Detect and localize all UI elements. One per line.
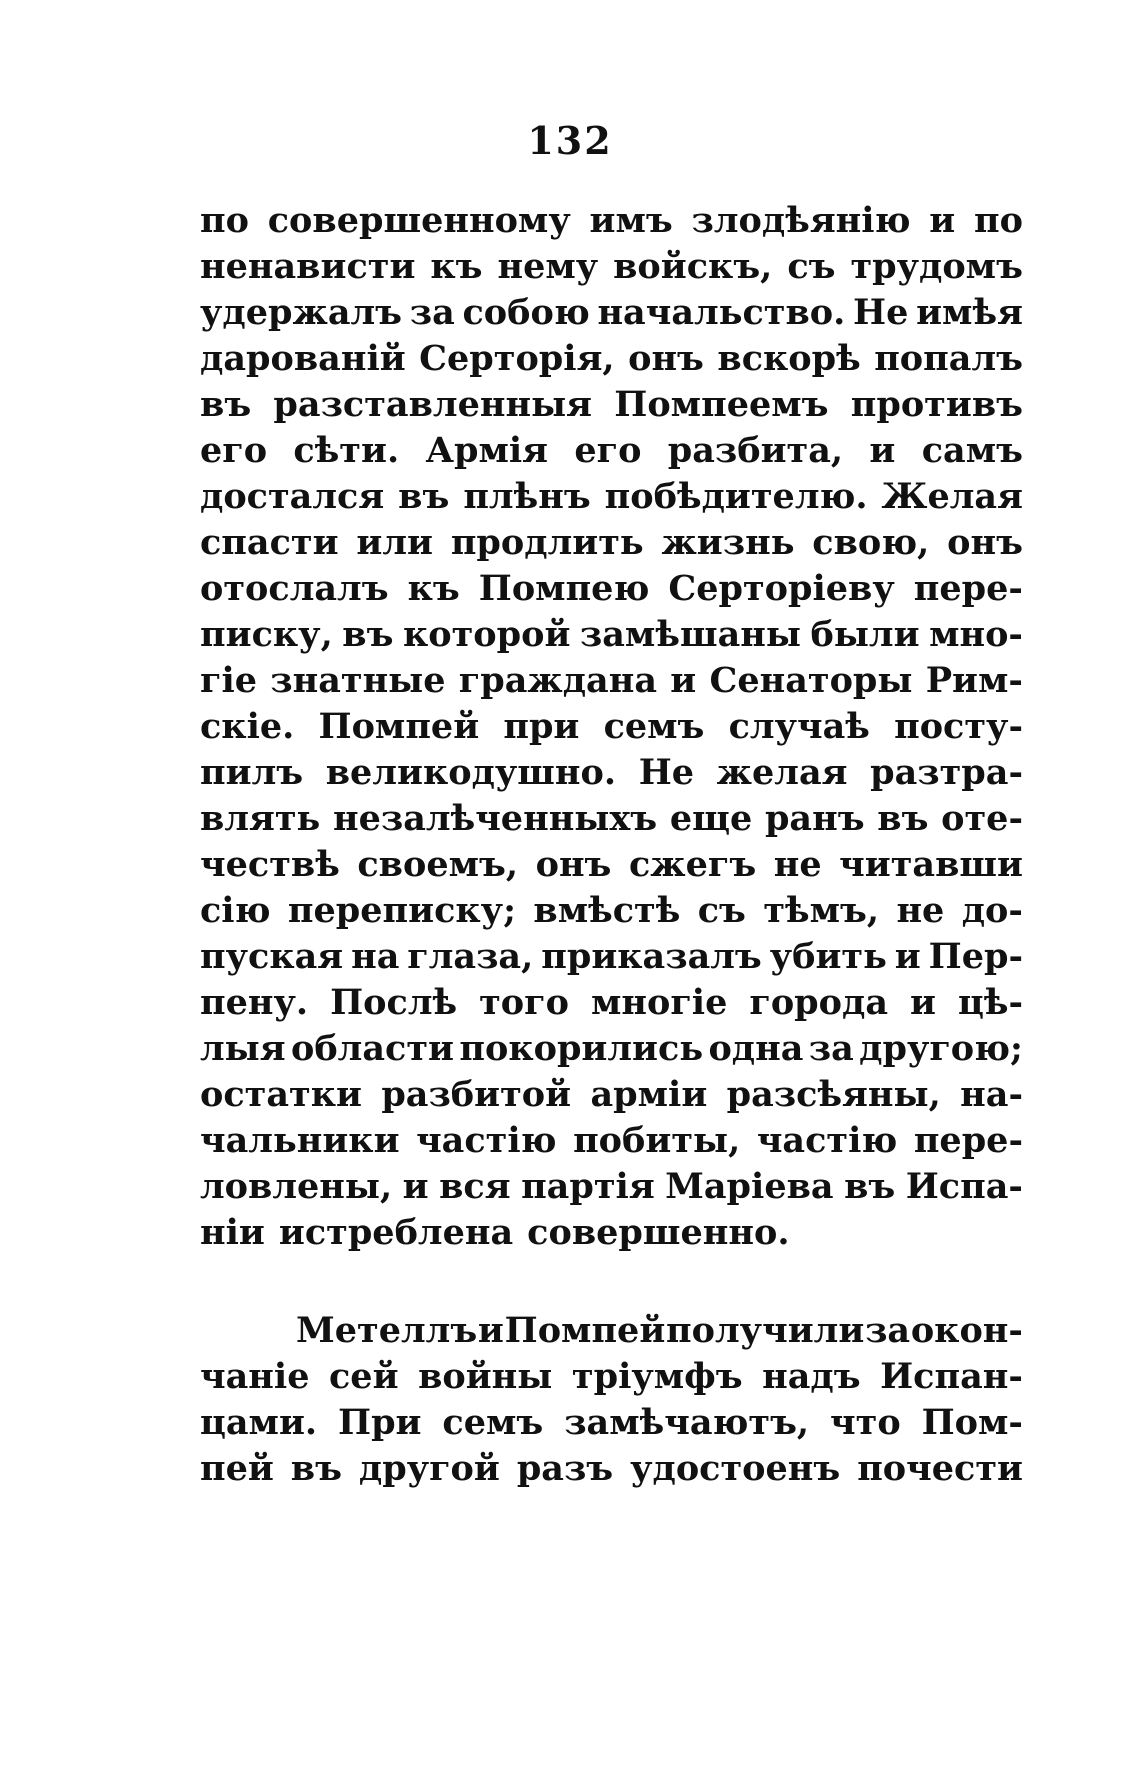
word: скіе. xyxy=(200,706,295,747)
word: съ xyxy=(787,246,836,287)
word: Серторія, xyxy=(419,338,615,379)
word: Пом- xyxy=(921,1402,1023,1443)
word: Рим- xyxy=(925,660,1023,701)
text-line xyxy=(200,1308,1023,1354)
word: или xyxy=(356,522,433,563)
word: съ xyxy=(697,890,746,931)
word: истреблена xyxy=(278,1212,514,1253)
word: удостоенъ xyxy=(630,1448,841,1489)
word: вмѣстѣ xyxy=(533,890,681,931)
word: Испан- xyxy=(880,1356,1023,1397)
word: по xyxy=(200,200,249,241)
word: въ xyxy=(200,384,252,425)
word: сей xyxy=(329,1356,399,1397)
text-line xyxy=(200,336,1023,382)
word: чествѣ xyxy=(200,844,340,885)
word: партія xyxy=(521,1166,655,1207)
word: области xyxy=(290,1028,454,1069)
word: и xyxy=(910,982,936,1023)
word: и xyxy=(402,1166,429,1207)
word: цами. xyxy=(200,1402,318,1443)
word: глаза, xyxy=(407,936,534,977)
word: сжегъ xyxy=(628,844,757,885)
word: свою, xyxy=(812,522,930,563)
word: до- xyxy=(961,890,1023,931)
word: начальство. xyxy=(597,292,846,333)
word: частію xyxy=(756,1120,898,1161)
text-line xyxy=(200,842,1023,888)
word: Помпей xyxy=(318,706,480,747)
word: Не xyxy=(853,292,909,333)
word: собою xyxy=(462,292,590,333)
word: побѣдителю. xyxy=(604,476,868,517)
word: остатки xyxy=(200,1074,362,1115)
word: за xyxy=(808,1028,854,1069)
paragraph-2 xyxy=(200,1308,1023,1492)
word: писку, xyxy=(200,614,333,655)
word: злодѣянію xyxy=(691,200,911,241)
text-line xyxy=(200,612,1023,658)
word: нему xyxy=(497,246,599,287)
word: попалъ xyxy=(874,338,1023,379)
word: онъ xyxy=(628,338,704,379)
word: ловлены, xyxy=(200,1166,393,1207)
word: за xyxy=(409,292,455,333)
word: побиты, xyxy=(573,1120,741,1161)
word: онъ xyxy=(947,522,1023,563)
word: разтра- xyxy=(870,752,1023,793)
word: Метеллъ xyxy=(296,1310,478,1351)
word: въ xyxy=(398,476,450,517)
word: ненависти xyxy=(200,246,416,287)
word: Послѣ xyxy=(330,982,458,1023)
page-number: 132 xyxy=(527,118,613,163)
text-line xyxy=(200,1210,1023,1256)
word: Помпею xyxy=(478,568,650,609)
word: чальники xyxy=(200,1120,400,1161)
word: Маріева xyxy=(665,1166,834,1207)
word: совершенно. xyxy=(527,1212,790,1253)
word: города xyxy=(749,982,888,1023)
word: тѣмъ, xyxy=(763,890,880,931)
word: покорились xyxy=(459,1028,704,1069)
word: имъ xyxy=(589,200,673,241)
word: были xyxy=(810,614,920,655)
word: почести xyxy=(857,1448,1023,1489)
word: надъ xyxy=(762,1356,861,1397)
word: своемъ, xyxy=(357,844,519,885)
word: на xyxy=(351,936,400,977)
word: лыя xyxy=(200,1028,286,1069)
word: его xyxy=(574,430,642,471)
word: желая xyxy=(716,752,848,793)
word: жизнь xyxy=(661,522,795,563)
word: гіе xyxy=(200,660,258,701)
word: граждана xyxy=(458,660,658,701)
text-line xyxy=(200,1072,1023,1118)
word: трудомъ xyxy=(850,246,1023,287)
word: незалѣченныхъ xyxy=(333,798,658,839)
word: одна xyxy=(708,1028,804,1069)
text-line xyxy=(200,1400,1023,1446)
word: влять xyxy=(200,798,321,839)
text-line xyxy=(200,796,1023,842)
word: многіе xyxy=(590,982,728,1023)
word: переписку; xyxy=(287,890,517,931)
word: мно- xyxy=(929,614,1023,655)
word: плѣнъ xyxy=(463,476,591,517)
word: за xyxy=(865,1310,911,1351)
word: арміи xyxy=(590,1074,708,1115)
text-line xyxy=(200,198,1023,244)
word: что xyxy=(830,1402,901,1443)
word: по xyxy=(974,200,1023,241)
word: Испа- xyxy=(905,1166,1023,1207)
word: оте- xyxy=(941,798,1023,839)
word: пей xyxy=(200,1448,274,1489)
word: другою; xyxy=(859,1028,1023,1069)
word: того xyxy=(479,982,569,1023)
word: убить xyxy=(769,936,887,977)
word: не xyxy=(896,890,945,931)
word: пену. xyxy=(200,982,309,1023)
word: замѣчаютъ, xyxy=(564,1402,810,1443)
word: вскорѣ xyxy=(717,338,861,379)
word: и xyxy=(929,200,956,241)
word: въ xyxy=(844,1166,896,1207)
word: онъ xyxy=(535,844,612,885)
word: тріумфъ xyxy=(571,1356,743,1397)
word: чаніе xyxy=(200,1356,310,1397)
word: спасти xyxy=(200,522,339,563)
word: Помпей xyxy=(504,1310,666,1351)
word: въ xyxy=(877,798,929,839)
word: разбитой xyxy=(381,1074,572,1115)
word: другой xyxy=(358,1448,500,1489)
word: самъ xyxy=(921,430,1023,471)
word: ранъ xyxy=(764,798,865,839)
word: Сенаторы xyxy=(709,660,913,701)
text-line xyxy=(200,1446,1023,1492)
word: Армія xyxy=(425,430,549,471)
word: получили xyxy=(666,1310,865,1351)
word: сѣти. xyxy=(293,430,400,471)
word: къ xyxy=(430,246,483,287)
word: При xyxy=(338,1402,422,1443)
word: дарованій xyxy=(200,338,406,379)
text-line xyxy=(200,750,1023,796)
text-line xyxy=(200,704,1023,750)
word: семъ xyxy=(603,706,705,747)
word: пуская xyxy=(200,936,344,977)
word: продлить xyxy=(450,522,644,563)
word: замѣшаны xyxy=(579,614,801,655)
word: пилъ xyxy=(200,752,304,793)
text-line xyxy=(200,566,1023,612)
word: сію xyxy=(200,890,271,931)
word: цѣ- xyxy=(958,982,1023,1023)
word: и xyxy=(670,660,697,701)
word: достался xyxy=(200,476,385,517)
word: вся xyxy=(439,1166,511,1207)
word: отослалъ xyxy=(200,568,389,609)
word: его xyxy=(200,430,268,471)
word: въ xyxy=(290,1448,342,1489)
text-line xyxy=(200,1118,1023,1164)
word: въ xyxy=(342,614,394,655)
word: еще xyxy=(669,798,753,839)
text-line xyxy=(200,1164,1023,1210)
word: читавши xyxy=(839,844,1023,885)
word: совершенному xyxy=(267,200,571,241)
word: не xyxy=(773,844,822,885)
paragraph-1 xyxy=(200,198,1023,1256)
word: и xyxy=(894,936,921,977)
word: великодушно. xyxy=(325,752,617,793)
word: пере- xyxy=(913,568,1023,609)
word: случаѣ xyxy=(728,706,870,747)
text-line xyxy=(200,520,1023,566)
text-line xyxy=(200,1354,1023,1400)
word: Серторіеву xyxy=(668,568,895,609)
word: при xyxy=(503,706,580,747)
word: войны xyxy=(418,1356,553,1397)
word: ніи xyxy=(200,1212,265,1253)
word: Пер- xyxy=(928,936,1023,977)
text-line xyxy=(200,244,1023,290)
word: къ xyxy=(407,568,460,609)
word: разсѣяны, xyxy=(726,1074,941,1115)
word: Не xyxy=(638,752,695,793)
word: знатные xyxy=(270,660,446,701)
text-line xyxy=(200,980,1023,1026)
text-line xyxy=(200,474,1023,520)
word: разбита, xyxy=(667,430,844,471)
text-line xyxy=(200,428,1023,474)
text-line xyxy=(200,1026,1023,1072)
word: имѣя xyxy=(916,292,1023,333)
word: и xyxy=(477,1310,504,1351)
word: частію xyxy=(416,1120,557,1161)
word: на- xyxy=(960,1074,1023,1115)
text-line xyxy=(200,934,1023,980)
text-line xyxy=(200,290,1023,336)
word: окон- xyxy=(910,1310,1023,1351)
word: посту- xyxy=(894,706,1023,747)
word: разъ xyxy=(516,1448,614,1489)
word: войскъ, xyxy=(613,246,773,287)
word: и xyxy=(869,430,896,471)
word: Желая xyxy=(881,476,1023,517)
word: семъ xyxy=(442,1402,544,1443)
word: Помпеемъ xyxy=(614,384,829,425)
word: удержалъ xyxy=(200,292,403,333)
text-line xyxy=(200,382,1023,428)
word: пере- xyxy=(913,1120,1023,1161)
word: приказалъ xyxy=(541,936,762,977)
word: противъ xyxy=(850,384,1023,425)
text-line xyxy=(200,658,1023,704)
word: которой xyxy=(402,614,571,655)
text-line xyxy=(200,888,1023,934)
word: разставленныя xyxy=(273,384,593,425)
